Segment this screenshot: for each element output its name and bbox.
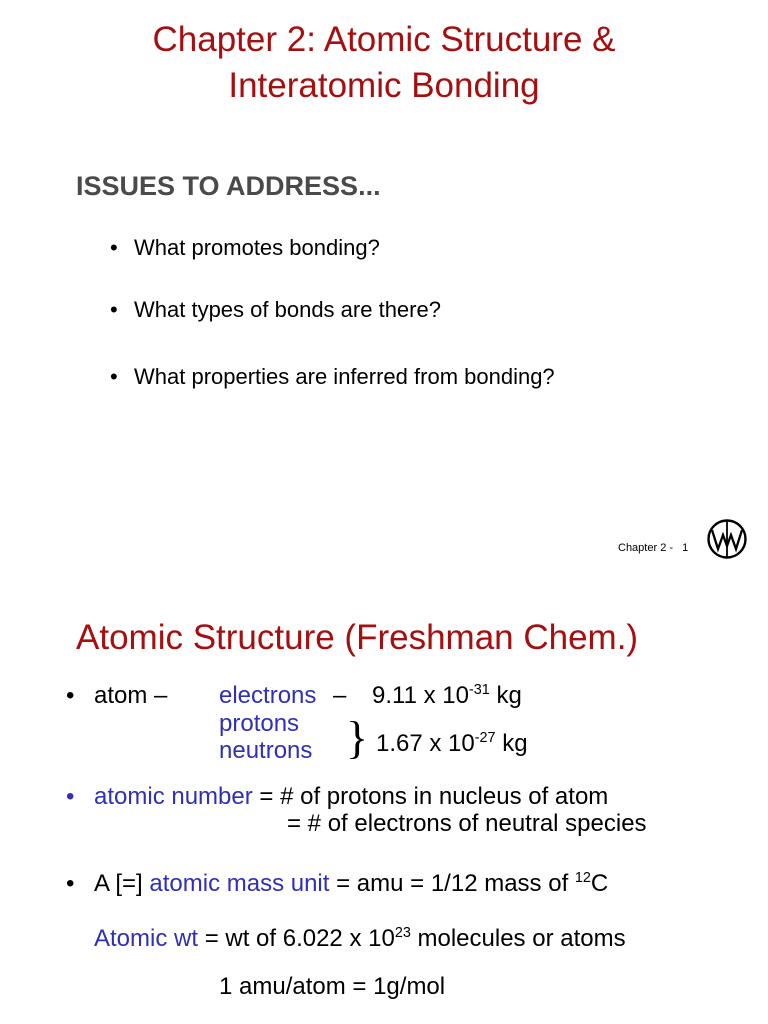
bullet-marker: • [110,364,118,389]
nucleon-mass: 1.67 x $10^{-27}$ kg [376,730,528,757]
atomic-wt-line: Atomic wt = wt of 6.022 x $10^{23}$ molecules or atoms [94,925,626,952]
publisher-logo-icon [706,518,748,560]
atom-label: atom – [94,682,168,709]
atomic-number-line: atomic number = # of protons in nucleus of atom [94,783,609,810]
slide-1-title-line-2: Interatomic Bonding [228,66,540,105]
electrons-term: electrons [219,682,317,709]
amu-line: A [=] atomic mass unit = amu = 1/12 mass of $^{12}$C [94,870,609,897]
electron-mass: 9.11 x $10^{-31}$ kg [372,682,522,709]
amu-conversion: 1 amu/atom = 1g/mol [219,973,446,1000]
atomic-number-def-2: = # of electrons of neutral species [287,810,647,837]
neutrons-term: neutrons [219,737,313,764]
slide-2-title: Atomic Structure (Freshman Chem.) [76,618,639,657]
atomic-wt-term: Atomic wt [94,925,199,952]
atomic-number-term: atomic number [94,783,253,810]
bullet-marker: • [66,783,75,810]
slide-page-number: 1 [682,542,689,554]
protons-term: protons [219,710,300,737]
issue-item-3: What properties are inferred from bonding? [134,364,555,389]
bullet-marker: • [66,682,75,709]
bullet-marker: • [66,870,75,897]
issue-item-1: What promotes bonding? [134,235,380,260]
slide-footer-label: Chapter 2 - 1 [618,542,689,554]
slide-1-title-line-1: Chapter 2: Atomic Structure & [152,20,616,59]
issue-item-2: What types of bonds are there? [134,297,441,322]
issues-heading: ISSUES TO ADDRESS... [76,171,381,201]
brace-symbol: } [346,712,369,763]
amu-term: atomic mass unit [149,870,330,897]
electrons-dash: – [333,682,347,709]
bullet-marker: • [110,235,118,260]
bullet-marker: • [110,297,118,322]
